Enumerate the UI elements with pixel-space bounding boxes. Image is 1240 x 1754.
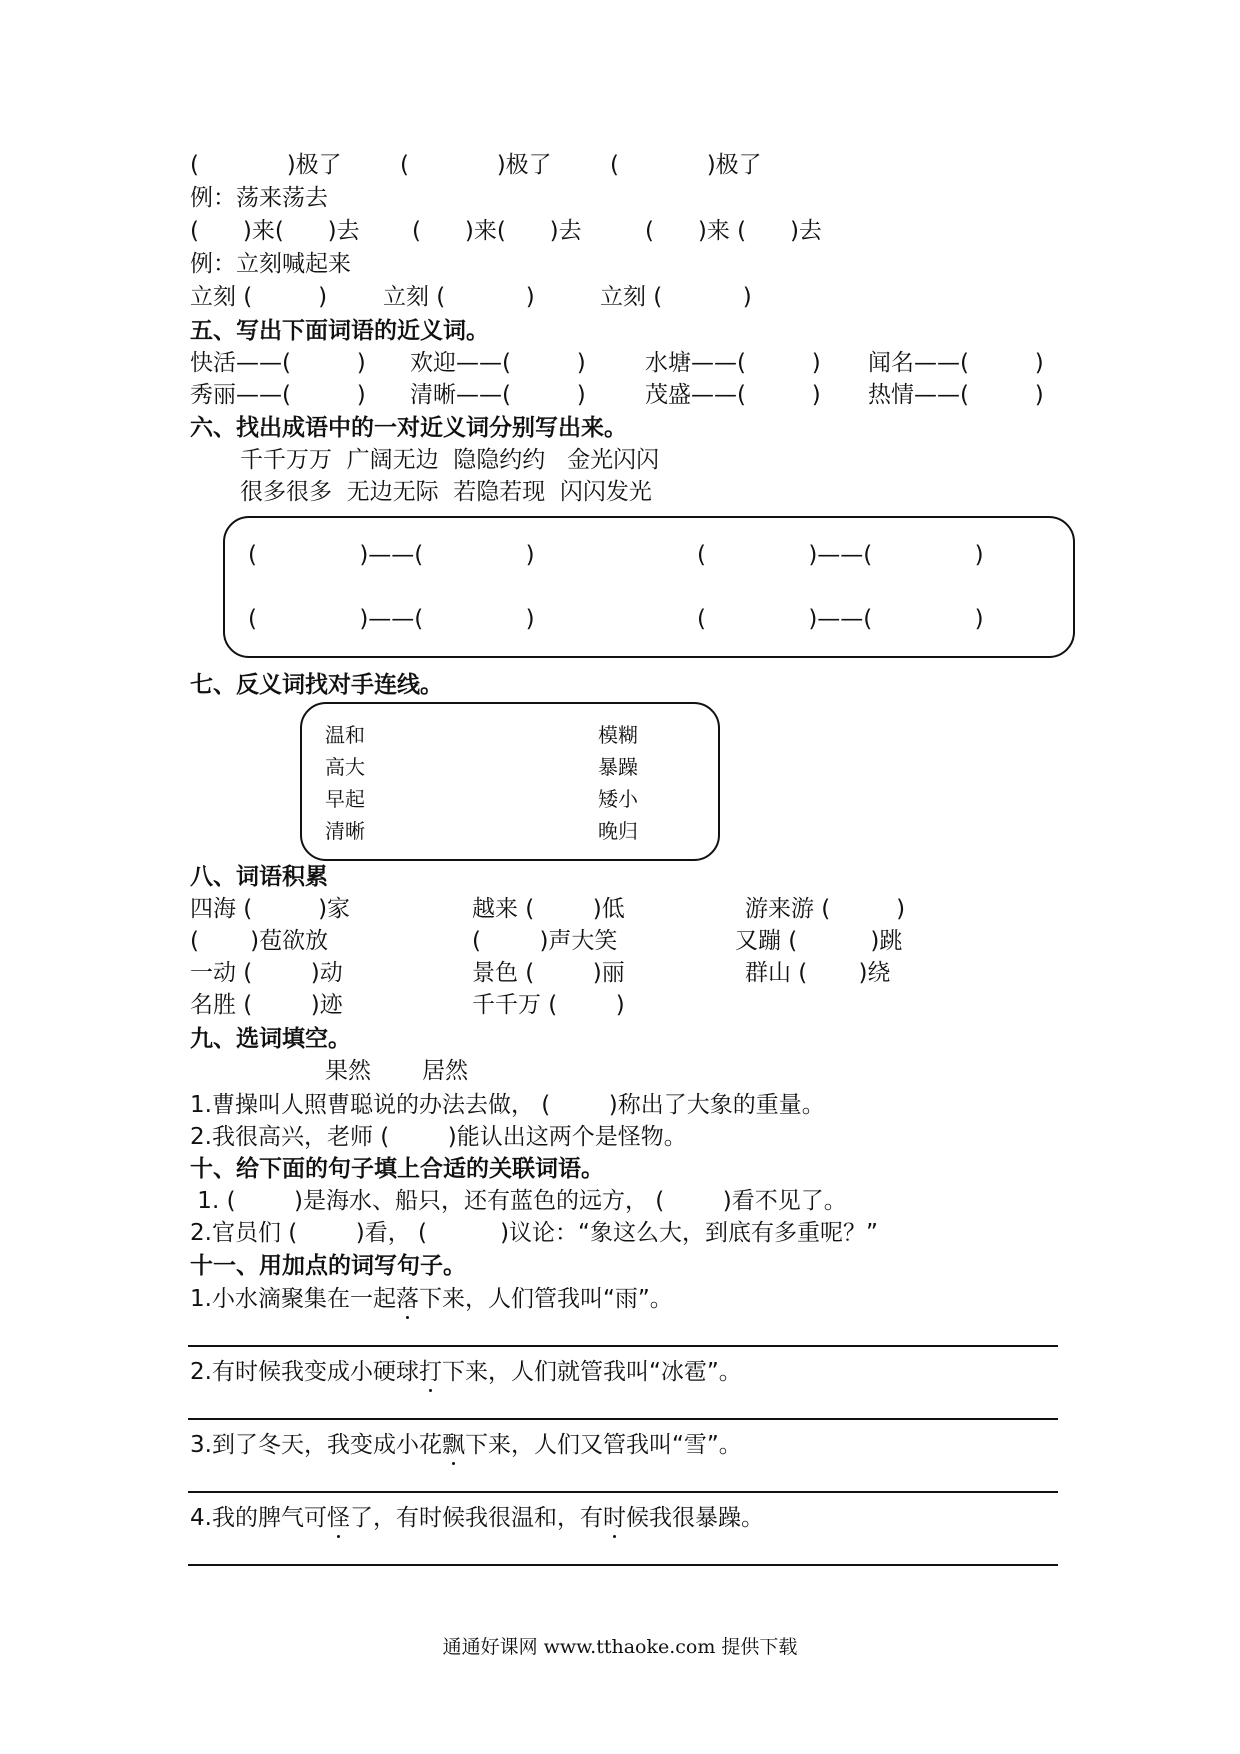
dotted-word: 有时候 bbox=[579, 1505, 649, 1531]
fill-blank: 四海 ( )家 bbox=[190, 896, 351, 922]
answer-line[interactable] bbox=[188, 1345, 1058, 1347]
synonym-item: 热情——( ) bbox=[868, 382, 1044, 408]
question: 1. ( )是海水、船只，还有蓝色的远方， ( )看不见了。 bbox=[190, 1188, 847, 1214]
synonym-item: 欢迎——( ) bbox=[410, 350, 586, 376]
sentence-prompt: 4.我的脾气可怪了，有时候我很温和，有时候我很暴躁。 bbox=[190, 1505, 764, 1531]
fill-blank: 立刻 ( ) bbox=[190, 284, 328, 310]
idiom-list: 千千万万 广阔无边 隐隐约约 金光闪闪 bbox=[240, 447, 660, 473]
example-text: 例：立刻喊起来 bbox=[190, 251, 351, 277]
answer-line[interactable] bbox=[188, 1418, 1058, 1420]
sentence-prompt: 3.到了冬天，我变成小花飘下来，人们又管我叫“雪”。 bbox=[190, 1432, 742, 1458]
antonym-word[interactable]: 矮小 bbox=[598, 787, 638, 811]
antonym-word[interactable]: 高大 bbox=[325, 755, 365, 779]
antonym-word[interactable]: 温和 bbox=[325, 723, 365, 747]
synonym-item: 茂盛——( ) bbox=[645, 382, 821, 408]
fill-blank: 又蹦 ( )跳 bbox=[735, 928, 903, 954]
section-title: 十、给下面的句子填上合适的关联词语。 bbox=[190, 1156, 604, 1182]
answer-line[interactable] bbox=[188, 1564, 1058, 1566]
idiom-list: 很多很多 无边无际 若隐若现 闪闪发光 bbox=[240, 479, 652, 505]
example-text: 例：荡来荡去 bbox=[190, 185, 328, 211]
synonym-item: 秀丽——( ) bbox=[190, 382, 366, 408]
section-title: 五、写出下面词语的近义词。 bbox=[190, 318, 489, 344]
section-title: 八、词语积累 bbox=[190, 864, 328, 890]
antonym-word[interactable]: 晚归 bbox=[598, 819, 638, 843]
answer-blank: ( )——( ) bbox=[248, 542, 535, 568]
question: 2.官员们 ( )看， ( )议论：“象这么大，到底有多重呢？” bbox=[190, 1220, 878, 1246]
section-title: 十一、用加点的词写句子。 bbox=[190, 1253, 466, 1279]
word-choices: 果然 居然 bbox=[325, 1058, 469, 1084]
answer-box bbox=[223, 516, 1075, 658]
fill-blank: 一动 ( )动 bbox=[190, 960, 343, 986]
fill-blank: 立刻 ( ) bbox=[600, 284, 752, 310]
section-title: 七、反义词找对手连线。 bbox=[190, 672, 443, 698]
dotted-word: 飘 bbox=[441, 1432, 465, 1458]
synonym-item: 水塘——( ) bbox=[645, 350, 821, 376]
sentence-prompt: 2.有时候我变成小硬球打下来，人们就管我叫“冰雹”。 bbox=[190, 1359, 742, 1385]
fill-blank: 游来游 ( ) bbox=[745, 896, 906, 922]
answer-blank: ( )——( ) bbox=[248, 606, 535, 632]
antonym-word[interactable]: 模糊 bbox=[598, 723, 638, 747]
fill-blank: ( )极了 bbox=[610, 152, 762, 178]
question: 2.我很高兴，老师 ( )能认出这两个是怪物。 bbox=[190, 1124, 687, 1150]
antonym-word[interactable]: 清晰 bbox=[325, 819, 365, 843]
dotted-word: 打 bbox=[418, 1359, 442, 1385]
dotted-word: 落 bbox=[395, 1286, 419, 1312]
fill-blank: 千千万 ( ) bbox=[472, 992, 625, 1018]
section-title: 九、选词填空。 bbox=[190, 1026, 351, 1052]
fill-blank: ( )极了 bbox=[190, 152, 342, 178]
fill-blank: ( )苞欲放 bbox=[190, 928, 329, 954]
antonym-word[interactable]: 早起 bbox=[325, 787, 365, 811]
synonym-item: 快活——( ) bbox=[190, 350, 366, 376]
sentence-prompt: 1.小水滴聚集在一起落下来，人们管我叫“雨”。 bbox=[190, 1286, 673, 1312]
page-footer: 通通好课网 www.tthaoke.com 提供下载 bbox=[442, 1636, 798, 1658]
synonym-item: 清晰——( ) bbox=[410, 382, 586, 408]
section-title: 六、找出成语中的一对近义词分别写出来。 bbox=[190, 415, 627, 441]
fill-blank: 群山 ( )绕 bbox=[745, 960, 891, 986]
fill-blank: ( )极了 bbox=[400, 152, 552, 178]
answer-blank: ( )——( ) bbox=[697, 542, 984, 568]
synonym-item: 闻名——( ) bbox=[868, 350, 1044, 376]
fill-blank: 越来 ( )低 bbox=[472, 896, 625, 922]
fill-blank: ( )来 ( )去 bbox=[645, 218, 822, 244]
answer-blank: ( )——( ) bbox=[697, 606, 984, 632]
question: 1.曹操叫人照曹聪说的办法去做， ( )称出了大象的重量。 bbox=[190, 1092, 825, 1118]
fill-blank: ( )来( )去 bbox=[190, 218, 360, 244]
dotted-word: 可怪了 bbox=[303, 1505, 373, 1531]
fill-blank: 景色 ( )丽 bbox=[472, 960, 625, 986]
antonym-word[interactable]: 暴躁 bbox=[598, 755, 638, 779]
fill-blank: ( )来( )去 bbox=[412, 218, 582, 244]
fill-blank: ( )声大笑 bbox=[472, 928, 618, 954]
answer-line[interactable] bbox=[188, 1491, 1058, 1493]
fill-blank: 名胜 ( )迹 bbox=[190, 992, 343, 1018]
fill-blank: 立刻 ( ) bbox=[383, 284, 535, 310]
